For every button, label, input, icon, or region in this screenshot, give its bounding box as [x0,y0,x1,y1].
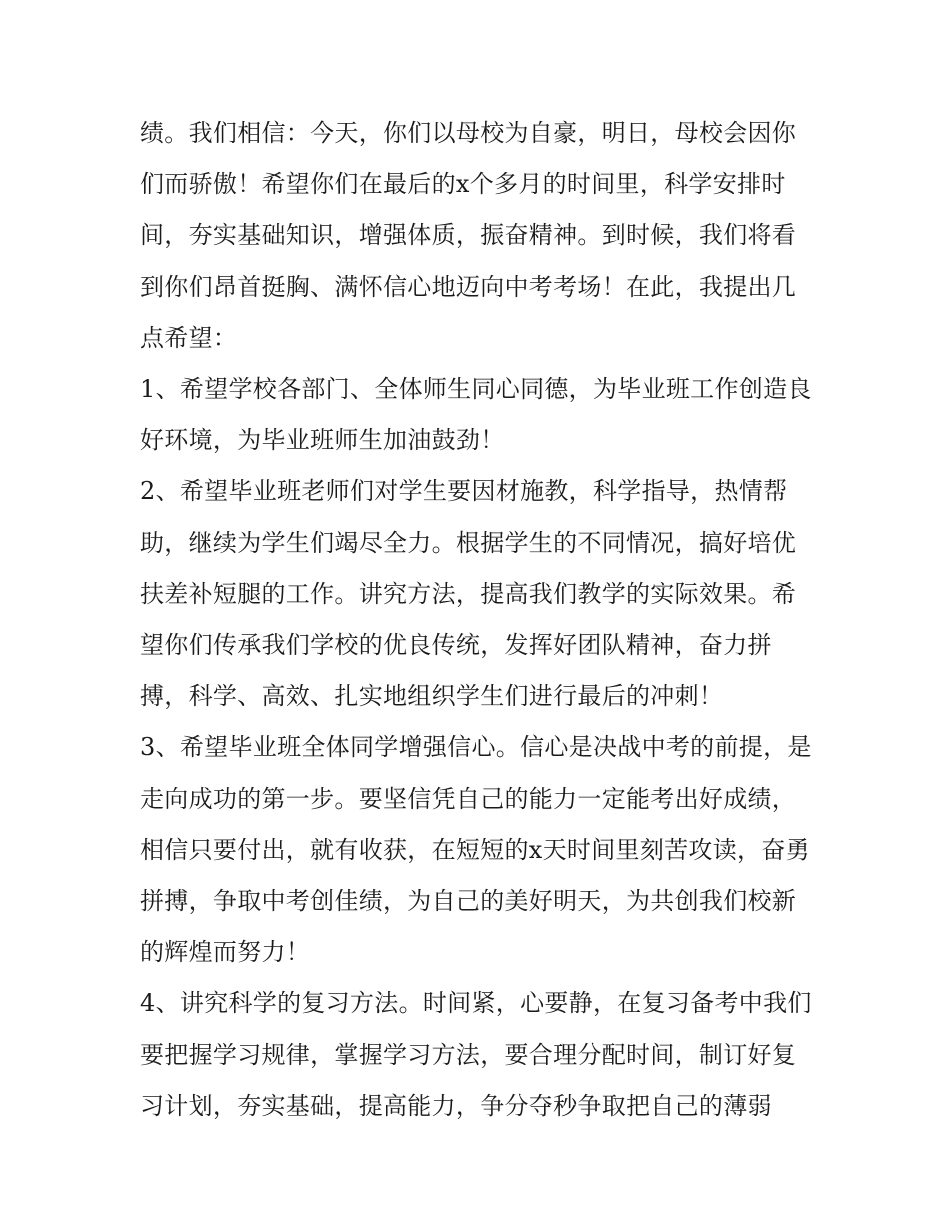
document-body [140,108,820,1132]
paragraph-point-1: 1、希望学校各部门、全体师生同心同德，为毕业班工作创造良好环境，为毕业班师生加油鼓劲！ [140,375,812,455]
paragraph-point-3: 3、希望毕业班全体同学增强信心。信心是决战中考的前提，是走向成功的第一步。要坚信凭自己的能力一定能考出好成绩，相信只要付出，就有收获，在短短的x天时间里刻苦攻读，奋勇拼搏，争取中考创佳绩，为自己的美好明天，为共创我们校新的辉煌而努力！ [140,733,812,967]
paragraph-point-4: 4、讲究科学的复习方法。时间紧，心要静，在复习备考中我们要把握学习规律，掌握学习方法，要合理分配时间，制订好复习计划，夯实基础，提高能力，争分夺秒争取把自己的薄弱 [140,989,812,1120]
paragraph-point-2: 2、希望毕业班老师们对学生要因材施教，科学指导，热情帮助，继续为学生们竭尽全力。根据学生的不同情况，搞好培优扶差补短腿的工作。讲究方法，提高我们教学的实际效果。希望你们传承我们学校的优良传统，发挥好团队精神，奋力拼搏，科学、高效、扎实地组织学生们进行最后的冲刺！ [140,477,797,711]
paragraph-intro-continuation: 绩。我们相信：今天，你们以母校为自豪，明日，母校会因你们而骄傲！希望你们在最后的x个多月的时间里，科学安排时间，夯实基础知识，增强体质，振奋精神。到时候，我们将看到你们昂首挺胸、满怀信心地迈向中考考场！在此，我提出几点希望： [140,119,797,352]
